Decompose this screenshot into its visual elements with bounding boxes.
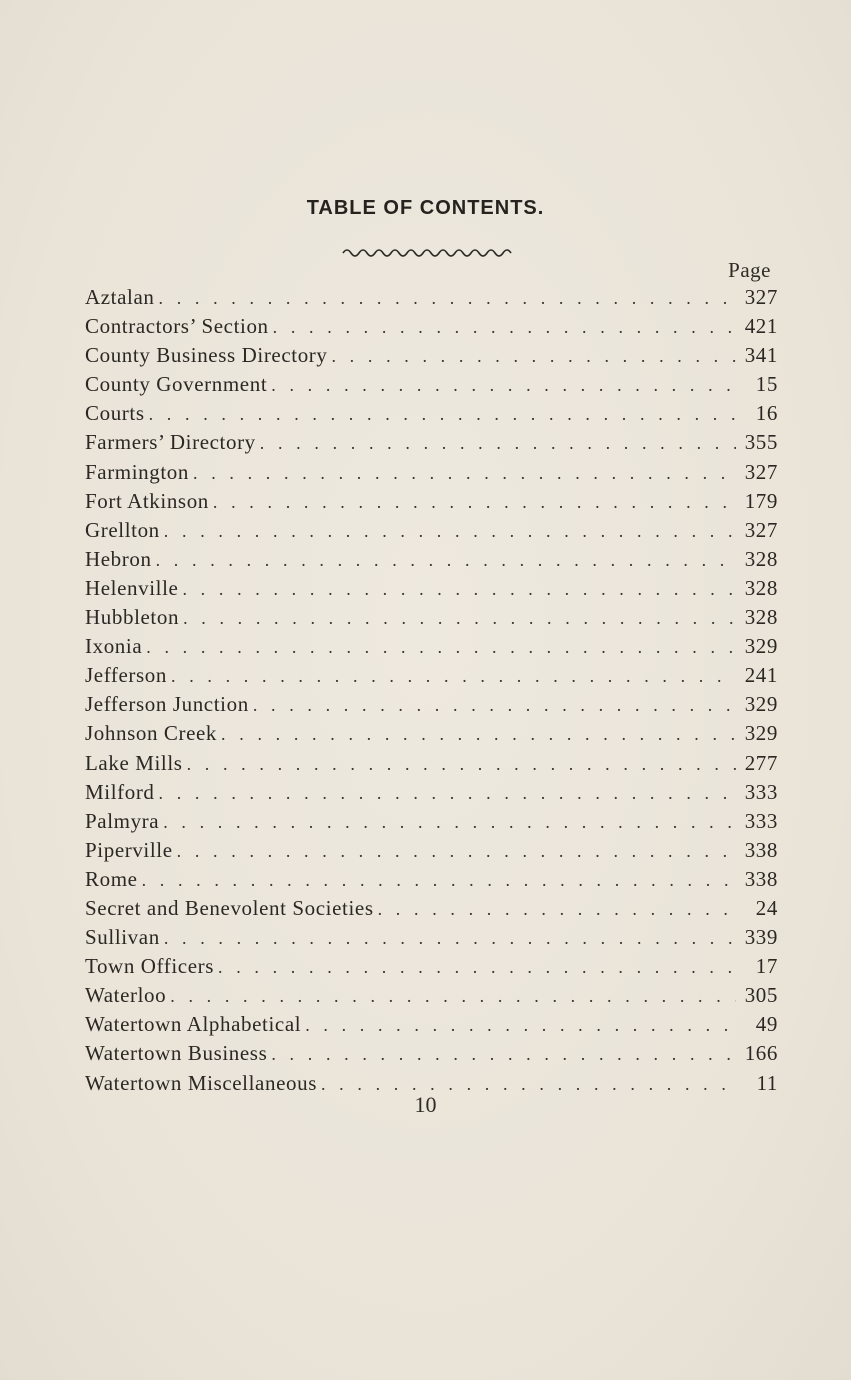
- toc-entry-page: 341: [744, 343, 778, 368]
- toc-entry-page: 24: [755, 895, 778, 920]
- dot-leader: [253, 691, 736, 720]
- contents-list: [85, 283, 778, 1098]
- toc-entry-label: Waterloo: [85, 983, 167, 1008]
- toc-entry: [85, 865, 778, 894]
- page-number: 10: [414, 1092, 437, 1117]
- toc-entry: [85, 952, 778, 981]
- toc-entry: [85, 719, 778, 748]
- toc-entry-page: 421: [744, 314, 778, 339]
- toc-entry-label: Johnson Creek: [85, 721, 218, 746]
- toc-entry-label: Courts: [85, 401, 145, 426]
- dot-leader: [218, 953, 736, 982]
- toc-entry: [85, 399, 778, 428]
- toc-entry: [85, 458, 778, 487]
- dot-leader: [187, 750, 736, 779]
- dot-leader: [164, 517, 736, 546]
- toc-entry-label: Piperville: [85, 837, 173, 862]
- toc-entry: [85, 574, 778, 603]
- dot-leader: [171, 662, 736, 691]
- toc-entry: [85, 341, 778, 370]
- toc-entry-page: 327: [744, 285, 778, 309]
- toc-entry: [85, 1010, 778, 1039]
- toc-entry-page: 327: [744, 517, 778, 542]
- toc-entry-page: 11: [756, 1070, 778, 1095]
- toc-entry-page: 328: [744, 605, 778, 630]
- toc-entry-page: 339: [744, 925, 778, 950]
- toc-entry-page: 17: [755, 954, 778, 979]
- dot-leader: [149, 400, 736, 429]
- toc-entry: [85, 603, 778, 632]
- toc-entry-label: Helenville: [85, 575, 179, 600]
- toc-entry: [85, 981, 778, 1010]
- toc-entry-page: 179: [744, 488, 778, 513]
- dot-leader: [193, 459, 736, 488]
- toc-entry: [85, 370, 778, 399]
- toc-entry-page: 15: [755, 372, 778, 397]
- toc-entry-label: Jefferson Junction: [85, 692, 249, 717]
- dot-leader: [159, 779, 736, 808]
- dot-leader: [164, 924, 736, 953]
- toc-entry: [85, 690, 778, 719]
- toc-entry-page: 49: [755, 1012, 778, 1037]
- toc-entry-label: Watertown Business: [85, 1041, 268, 1066]
- dot-leader: [271, 371, 736, 400]
- toc-entry-label: Lake Mills: [85, 750, 183, 775]
- toc-entry-page: 355: [744, 430, 778, 455]
- toc-entry-page: 327: [744, 459, 778, 484]
- dot-leader: [182, 575, 736, 604]
- toc-entry: [85, 516, 778, 545]
- dot-leader: [221, 720, 736, 749]
- dot-leader: [170, 982, 736, 1011]
- dot-leader: [156, 546, 736, 575]
- toc-entry-label: County Business Directory: [85, 343, 328, 368]
- dot-leader: [177, 837, 736, 866]
- toc-entry: [85, 836, 778, 865]
- toc-entry-label: County Government: [85, 372, 268, 397]
- dot-leader: [273, 313, 736, 342]
- toc-entry: [85, 632, 778, 661]
- toc-entry-label: Town Officers: [85, 954, 214, 979]
- toc-entry-label: Grellton: [85, 517, 160, 542]
- toc-entry-page: 338: [744, 837, 778, 862]
- toc-entry: [85, 545, 778, 574]
- toc-entry: [85, 749, 778, 778]
- toc-entry: [85, 923, 778, 952]
- toc-entry-page: 329: [744, 721, 778, 746]
- toc-entry-label: Watertown Alphabetical: [85, 1012, 302, 1037]
- dot-leader: [146, 633, 736, 662]
- toc-entry-label: Jefferson: [85, 663, 167, 688]
- toc-entry-page: 277: [744, 750, 778, 775]
- toc-entry: [85, 428, 778, 457]
- toc-entry: [85, 778, 778, 807]
- toc-entry-label: Fort Atkinson: [85, 488, 209, 513]
- toc-entry: [85, 661, 778, 690]
- toc-entry-page: 328: [744, 575, 778, 600]
- toc-entry-page: 329: [744, 634, 778, 659]
- toc-entry: [85, 312, 778, 341]
- toc-entry-page: 305: [744, 983, 778, 1008]
- dot-leader: [260, 429, 736, 458]
- toc-entry: [85, 487, 778, 516]
- dot-leader: [213, 488, 736, 517]
- toc-entry-label: Palmyra: [85, 808, 160, 833]
- toc-entry-label: Watertown Miscellaneous: [85, 1070, 317, 1095]
- toc-entry-page: 329: [744, 692, 778, 717]
- toc-entry-label: Contractors’ Section: [85, 314, 269, 339]
- toc-entry-page: 338: [744, 866, 778, 891]
- dot-leader: [163, 808, 736, 837]
- toc-entry-label: Rome: [85, 866, 138, 891]
- dot-leader: [305, 1011, 736, 1040]
- toc-entry-label: Hubbleton: [85, 605, 180, 630]
- toc-entry-page: 16: [755, 401, 778, 426]
- toc-entry-label: Sullivan: [85, 925, 160, 950]
- toc-entry-page: 166: [744, 1041, 778, 1066]
- toc-entry-label: Ixonia: [85, 634, 143, 659]
- toc-entry-label: Farmers’ Directory: [85, 430, 256, 455]
- page-title: TABLE OF CONTENTS.: [306, 197, 545, 219]
- toc-entry-label: Milford: [85, 779, 155, 804]
- dot-leader: [159, 284, 737, 313]
- toc-entry-page: 333: [744, 779, 778, 804]
- dot-leader: [271, 1040, 736, 1069]
- toc-entry: [85, 283, 778, 312]
- toc-entry: [85, 894, 778, 923]
- dot-leader: [142, 866, 736, 895]
- toc-entry-page: 328: [744, 546, 778, 571]
- toc-entry-label: Hebron: [85, 546, 152, 571]
- dot-leader: [378, 895, 736, 924]
- toc-entry-label: Secret and Benevolent Societies: [85, 895, 374, 920]
- page-column-header: Page: [728, 258, 771, 282]
- toc-entry-label: Aztalan: [85, 285, 155, 309]
- dot-leader: [331, 342, 736, 371]
- dot-leader: [183, 604, 736, 633]
- wavy-rule-ornament: [341, 244, 513, 258]
- toc-entry-page: 241: [744, 663, 778, 688]
- toc-entry-page: 333: [744, 808, 778, 833]
- toc-entry: [85, 1039, 778, 1068]
- toc-entry: [85, 807, 778, 836]
- toc-entry-label: Farmington: [85, 459, 189, 484]
